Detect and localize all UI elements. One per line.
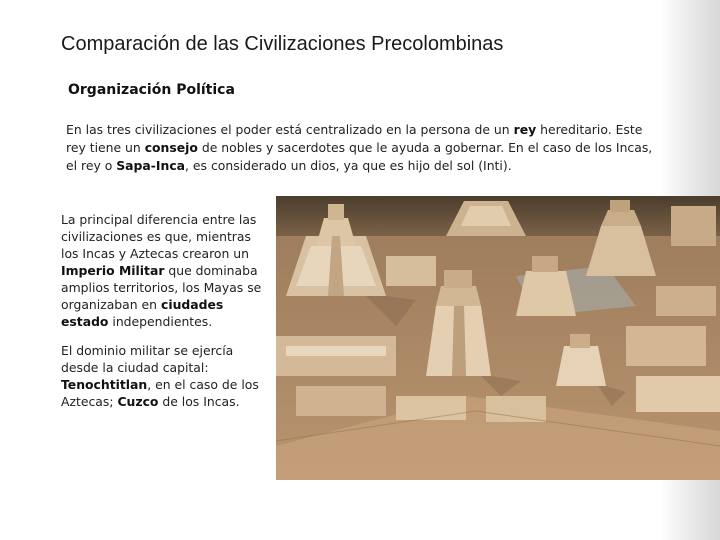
intro-paragraph <box>66 121 656 175</box>
p2-bold-tenochtitlan: Tenochtitlan <box>61 377 148 392</box>
p1-text-2: que dominaba amplios territorios, los Mayas se organizaban en <box>61 263 262 312</box>
intro-text-1: En las tres civilizaciones el poder está centralizado en la persona de un <box>66 122 514 137</box>
intro-bold-sapa-inca: Sapa-Inca <box>116 158 186 173</box>
intro-text-4: , es considerado un dios, ya que es hijo del sol (Inti). <box>185 158 512 173</box>
p2-text-1: El dominio militar se ejercía desde la ciudad capital: <box>61 343 234 375</box>
p2-bold-cuzco: Cuzco <box>117 394 159 409</box>
city-model-photo <box>276 196 720 480</box>
intro-text-2: hereditario. Este rey tiene un <box>66 122 643 155</box>
intro-bold-rey: rey <box>513 122 537 137</box>
p1-text-3: independientes. <box>108 314 213 329</box>
left-column <box>61 211 269 422</box>
p1-bold-ciudades: ciudades estado <box>61 297 224 329</box>
slide-title: Comparación de las Civilizaciones Precolombinas <box>61 33 504 55</box>
intro-bold-consejo: consejo <box>144 140 198 155</box>
p1-text-1: La principal diferencia entre las civilizaciones es que, mientras los Incas y Aztecas crearon un <box>61 212 257 261</box>
p1-bold-imperio: Imperio Militar <box>61 263 165 278</box>
intro-text-3: de nobles y sacerdotes que le ayuda a gobernar. En el caso de los Incas, el rey o <box>66 140 653 173</box>
paragraph-capital <box>61 342 269 410</box>
slide-subtitle: Organización Política <box>68 82 235 98</box>
paragraph-difference <box>61 211 269 330</box>
p2-text-3: de los Incas. <box>158 394 240 409</box>
p2-text-2: , en el caso de los Aztecas; <box>61 377 259 409</box>
